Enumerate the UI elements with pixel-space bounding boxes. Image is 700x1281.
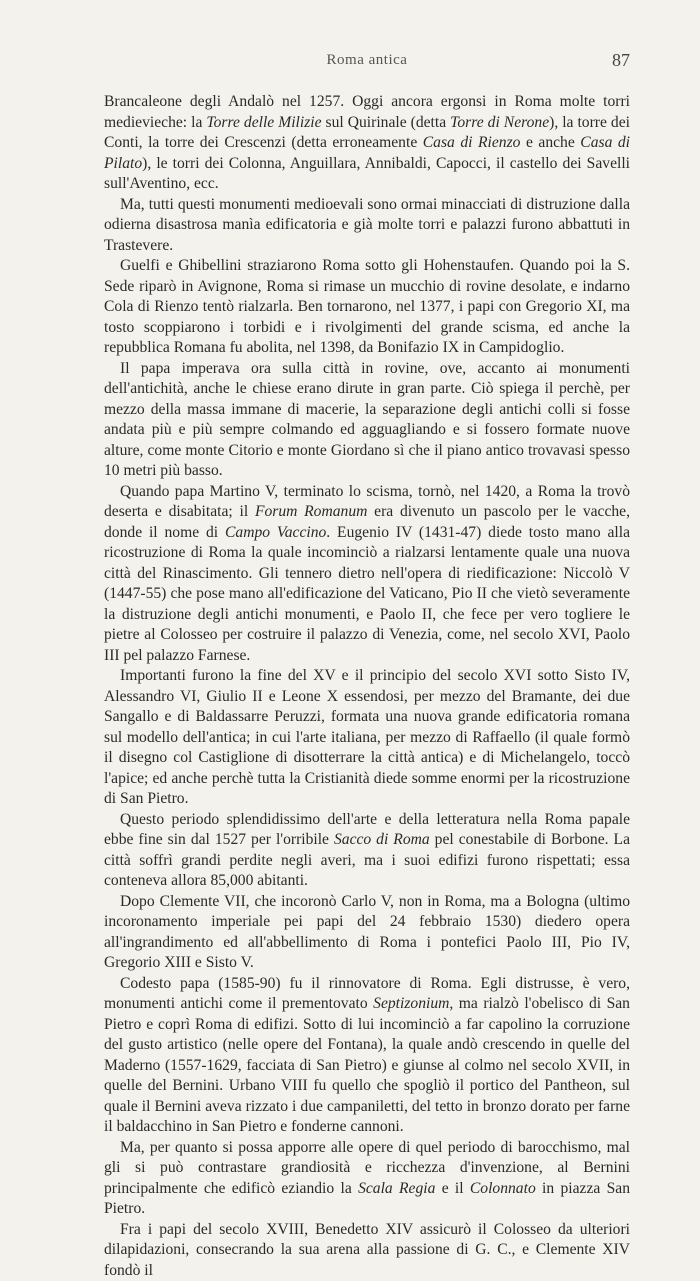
- italic-text-run: Campo Vaccino: [225, 524, 326, 541]
- paragraph: [104, 666, 630, 810]
- text-run: Dopo Clemente VII, che incoronò Carlo V, non in Roma, ma a Bologna (ultimo incoronamento imperiale pei papi del 24 febbraio 1530) diedero opera all'ingrandimento ed all'abbellimento di Roma i pontefici Paolo III, Pio IV, Gregorio XIII e Sisto V.: [104, 893, 630, 972]
- text-run: e il: [435, 1180, 470, 1197]
- text-run: in piazza San Pietro.: [104, 1180, 630, 1218]
- text-run: sul Quirinale (detta: [322, 114, 451, 131]
- italic-text-run: Septizonium: [373, 995, 449, 1012]
- text-run: Questo periodo splendidissimo dell'arte e della letteratura nella Roma papale ebbe fine sin dal 1527 per l'orribile: [104, 811, 630, 849]
- paragraph: [104, 92, 630, 195]
- text-run: . Eugenio IV (1431-47) diede tosto mano alla ricostruzione di Roma la quale incominciò a rialzarsi lentamente quale una nuova città del Rinascimento. Gli tennero dietro nell'opera di riedificazione: Niccolò V (1447-55) che pose mano all'edificazione del Vaticano, Pio II che vietò severamente la distruzione degli antichi monumenti, e Paolo II, che fece per vero togliere le pietre al Colosseo per costruire il palazzo di Venezia, come, nel secolo XVI, Paolo III pel palazzo Farnese.: [104, 524, 630, 664]
- italic-text-run: Casa di Pilato: [104, 134, 630, 172]
- text-run: Fra i papi del secolo XVIII, Benedetto XIV assicurò il Colosseo da ulteriori dilapidazioni, consecrando la sua arena alla passione di G. C., e Clemente XIV fondò il: [104, 1221, 630, 1279]
- paragraph: [104, 892, 630, 974]
- paragraph: [104, 1138, 630, 1220]
- text-run: , ma rialzò l'obelisco di San Pietro e coprì Roma di edifizi. Sotto di lui incominciò a far capolino la corruzione del gusto artistico (nelle opere del Fontana), la quale andò crescendo in quelle del Maderno (1557-1629, facciata di San Pietro) e giunse al colmo nel secolo XVII, in quelle del Bernini. Urbano VIII fu quello che spogliò il portico del Pantheon, sul quale il Bernini aveva rizzato i due campaniletti, del tetto in bronzo dorato per farne il baldacchino in San Pietro e fonderne cannoni.: [104, 995, 630, 1135]
- text-run: Brancaleone degli Andalò nel 1257. Oggi ancora ergonsi in Roma molte torri medievieche: la: [104, 93, 630, 131]
- text-run: ), le torri dei Colonna, Anguillara, Annibaldi, Capocci, il castello dei Savelli sull'Aventino, ecc.: [104, 155, 630, 193]
- running-title: Roma antica: [104, 52, 630, 69]
- text-run: pel conestabile di Borbone. La città soffrì grandi perdite negli averi, ma i suoi edifizi furono rispettati; essa conteneva allora 85,000 abitanti.: [104, 831, 630, 889]
- text-run: Il papa imperava ora sulla città in rovine, ove, accanto ai monumenti dell'antichità, anche le chiese erano dirute in gran parte. Ciò spiega il perchè, per mezzo della massa immane di macerie, la separazione degli antichi colli si fosse andata più e più sempre colmando ed agguagliando e si fossero formate nuove alture, come monte Citorio e monte Giordano sì che il piano antico trovavasi spesso 10 metri più basso.: [104, 360, 630, 480]
- page-number: 87: [612, 50, 630, 71]
- paragraph: [104, 482, 630, 667]
- italic-text-run: Casa di Rienzo: [423, 134, 521, 151]
- body-text: [104, 92, 630, 1281]
- paragraph: [104, 974, 630, 1138]
- text-run: era divenuto un pascolo per le vacche, donde il nome di: [104, 503, 630, 541]
- text-run: e anche: [520, 134, 580, 151]
- paragraph: [104, 810, 630, 892]
- text-run: Ma, tutti questi monumenti medioevali sono ormai minacciati di distruzione dalla odierna disastrosa manìa edificatoria e già molte torri e palazzi furono abbattuti in Trastevere.: [104, 196, 630, 254]
- text-run: Quando papa Martino V, terminato lo scisma, tornò, nel 1420, a Roma la trovò deserta e disabitata; il: [104, 483, 630, 521]
- page-header: [104, 52, 630, 74]
- text-run: Codesto papa (1585-90) fu il rinnovatore di Roma. Egli distrusse, è vero, monumenti antichi come il prementovato: [104, 975, 630, 1013]
- italic-text-run: Forum Romanum: [255, 503, 367, 520]
- italic-text-run: Scala Regia: [358, 1180, 435, 1197]
- italic-text-run: Torre di Nerone: [450, 114, 549, 131]
- paragraph: [104, 1220, 630, 1281]
- paragraph: [104, 256, 630, 359]
- italic-text-run: Sacco di Roma: [334, 831, 430, 848]
- paragraph: [104, 195, 630, 257]
- paragraph: [104, 359, 630, 482]
- italic-text-run: Colonnato: [470, 1180, 536, 1197]
- text-run: Ma, per quanto si possa apporre alle opere di quel periodo di barocchismo, mal gli si può contrastare grandiosità e ricchezza d'invenzione, al Bernini principalmente che edificò eziandio la: [104, 1139, 630, 1197]
- text-run: Guelfi e Ghibellini straziarono Roma sotto gli Hohenstaufen. Quando poi la S. Sede riparò in Avignone, Roma si rimase un mucchio di rovine desolate, e indarno Cola di Rienzo tentò rialzarla. Ben tornarono, nel 1377, i papi con Gregorio XI, ma tosto scoppiarono i torbidi e i rivolgimenti del grande scisma, ed anche la repubblica Romana fu abolita, nel 1398, da Bonifazio IX in Campidoglio.: [104, 257, 630, 356]
- text-run: Importanti furono la fine del XV e il principio del secolo XVI sotto Sisto IV, Alessandro VI, Giulio II e Leone X essendosi, per mezzo del Bramante, dei due Sangallo e di Baldassarre Peruzzi, formata una nuova grande edificatoria romana sul modello dell'antica; in cui l'arte italiana, per mezzo di Raffaello (il quale formò il disegno col Castiglione di disotterrare la città antica) e di Michelangelo, toccò l'apice; ed anche perchè tutta la Cristianità diede somme enormi per la ricostruzione di San Pietro.: [104, 667, 630, 807]
- italic-text-run: Torre delle Milizie: [206, 114, 321, 131]
- text-run: ), la torre dei Conti, la torre dei Crescenzi (detta erroneamente: [104, 114, 630, 152]
